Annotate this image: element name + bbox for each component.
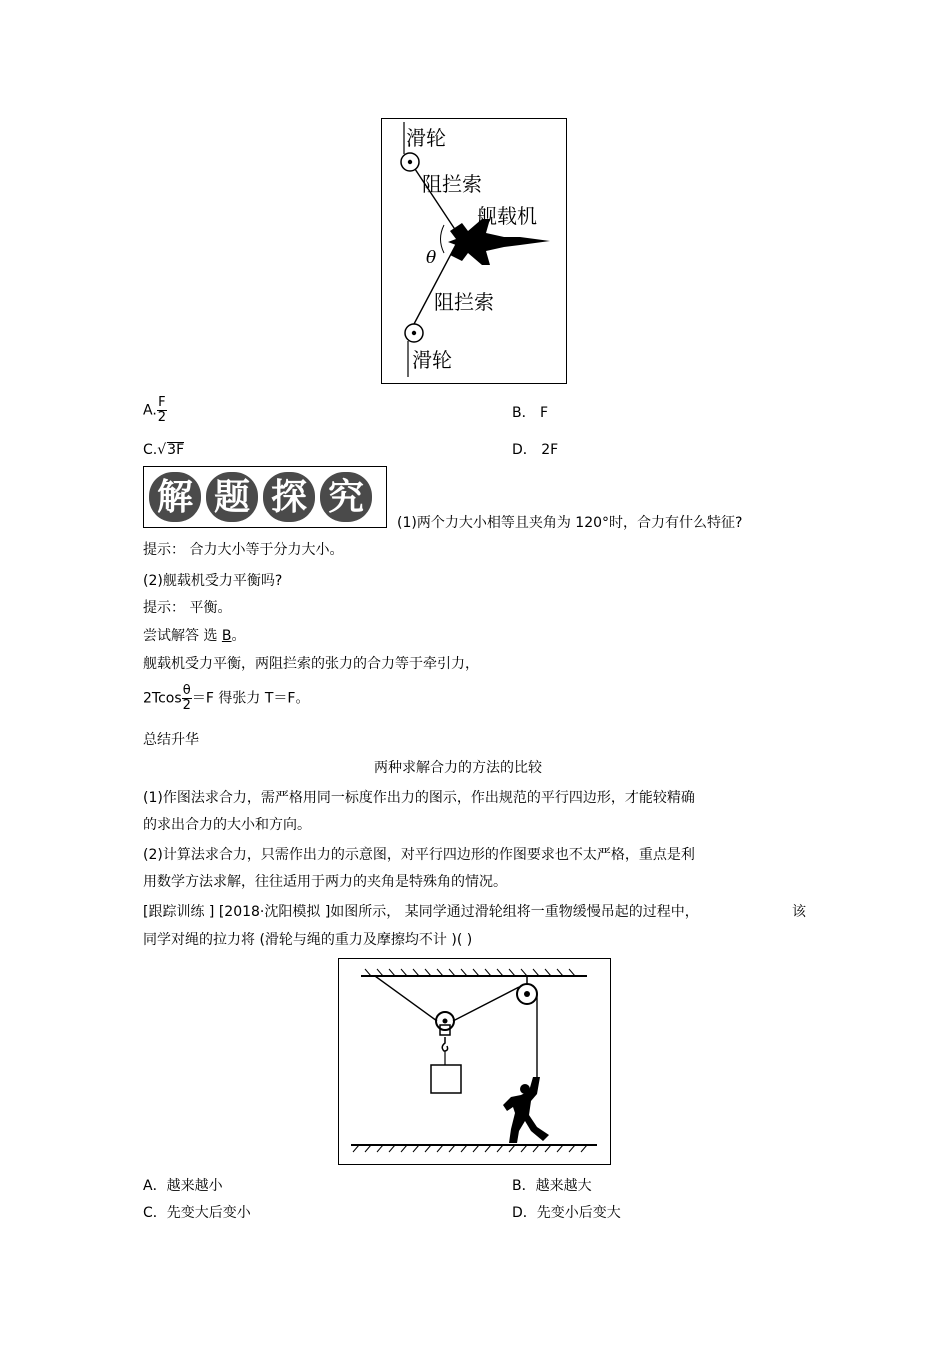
hint-2: 提示： 平衡。 bbox=[143, 600, 232, 616]
label-pulley-top: 滑轮 bbox=[406, 126, 446, 150]
person-pulling-icon bbox=[503, 1077, 549, 1143]
paragraph-1-line-2: 的求出合力的大小和方向。 bbox=[143, 817, 311, 833]
weight-box bbox=[431, 1065, 461, 1093]
badge-char-4: 究 bbox=[320, 472, 372, 522]
tracking-exercise-line-1-end: 该 bbox=[792, 904, 806, 920]
label-cable-bottom: 阻拦索 bbox=[434, 290, 494, 314]
option2-c: C．先变大后变小 bbox=[143, 1205, 251, 1221]
option2-d: D．先变小后变大 bbox=[512, 1205, 621, 1221]
paragraph-2-line-2: 用数学方法求解，往往适用于两力的夹角是特殊角的情况。 bbox=[143, 874, 507, 890]
angle-arc bbox=[441, 225, 445, 253]
pulley-system-figure bbox=[338, 958, 611, 1165]
paragraph-1-line-1: (1)作图法求合力，需严格用同一标度作出力的图示，作出规范的平行四边形，才能较精确 bbox=[143, 790, 695, 806]
formula-line: 2Tcos $\frac{\theta}{2}$ ＝F 得张力 T＝F。 bbox=[143, 683, 310, 713]
option-c: C.√3F bbox=[143, 442, 185, 458]
fraction-theta-over-2: $\frac{\theta}{2}$ bbox=[182, 683, 191, 713]
option-b: B． F bbox=[512, 405, 549, 421]
sqrt-icon: √ bbox=[157, 442, 167, 458]
label-angle-theta: θ bbox=[426, 248, 437, 268]
fraction-f-over-2: $\frac{F}{2}$ bbox=[157, 395, 167, 425]
answer-line: 尝试解答 选 B。 bbox=[143, 628, 246, 644]
aircraft-arresting-figure bbox=[381, 118, 567, 384]
rope-left bbox=[375, 976, 437, 1021]
badge-char-2: 题 bbox=[206, 472, 258, 522]
badge-char-1: 解 bbox=[149, 472, 201, 522]
option-d: D． 2F bbox=[512, 442, 559, 458]
label-aircraft: 舰载机 bbox=[477, 204, 537, 228]
summary-heading: 总结升华 bbox=[143, 732, 199, 748]
summary-title: 两种求解合力的方法的比较 bbox=[374, 760, 542, 776]
answer-choice: B bbox=[221, 628, 232, 644]
ceiling-hatching bbox=[365, 969, 575, 976]
option-a: A. $\frac{F}{2}$ bbox=[143, 395, 167, 425]
label-cable-top: 阻拦索 bbox=[422, 172, 482, 196]
pulley-diagram bbox=[339, 959, 609, 1163]
question-1: (1)两个力大小相等且夹角为 120°时，合力有什么特征? bbox=[397, 515, 743, 531]
option2-b: B．越来越大 bbox=[512, 1178, 592, 1194]
tracking-exercise-line-2: 同学对绳的拉力将 (滑轮与绳的重力及摩擦均不计 )( ) bbox=[143, 932, 473, 948]
question-2: (2)舰载机受力平衡吗? bbox=[143, 573, 283, 589]
tracking-exercise-line-1: [跟踪训练 ] [2018·沈阳模拟 ]如图所示， 某同学通过滑轮组将一重物缓慢吊起的过程中， bbox=[143, 904, 699, 920]
hint-1: 提示： 合力大小等于分力大小。 bbox=[143, 542, 344, 558]
badge-char-3: 探 bbox=[263, 472, 315, 522]
aircraft-diagram bbox=[382, 119, 565, 382]
hook-icon bbox=[442, 1037, 447, 1051]
floor-hatching bbox=[353, 1145, 587, 1152]
paragraph-2-line-1: (2)计算法求合力，只需作出力的示意图，对平行四边形的作图要求也不太严格，重点是利 bbox=[143, 847, 695, 863]
option2-a: A．越来越小 bbox=[143, 1178, 223, 1194]
label-pulley-bottom: 滑轮 bbox=[412, 348, 452, 372]
problem-exploration-badge bbox=[143, 466, 387, 528]
rope-middle bbox=[453, 987, 519, 1021]
explanation-line: 舰载机受力平衡，两阻拦索的张力的合力等于牵引力， bbox=[143, 656, 479, 672]
